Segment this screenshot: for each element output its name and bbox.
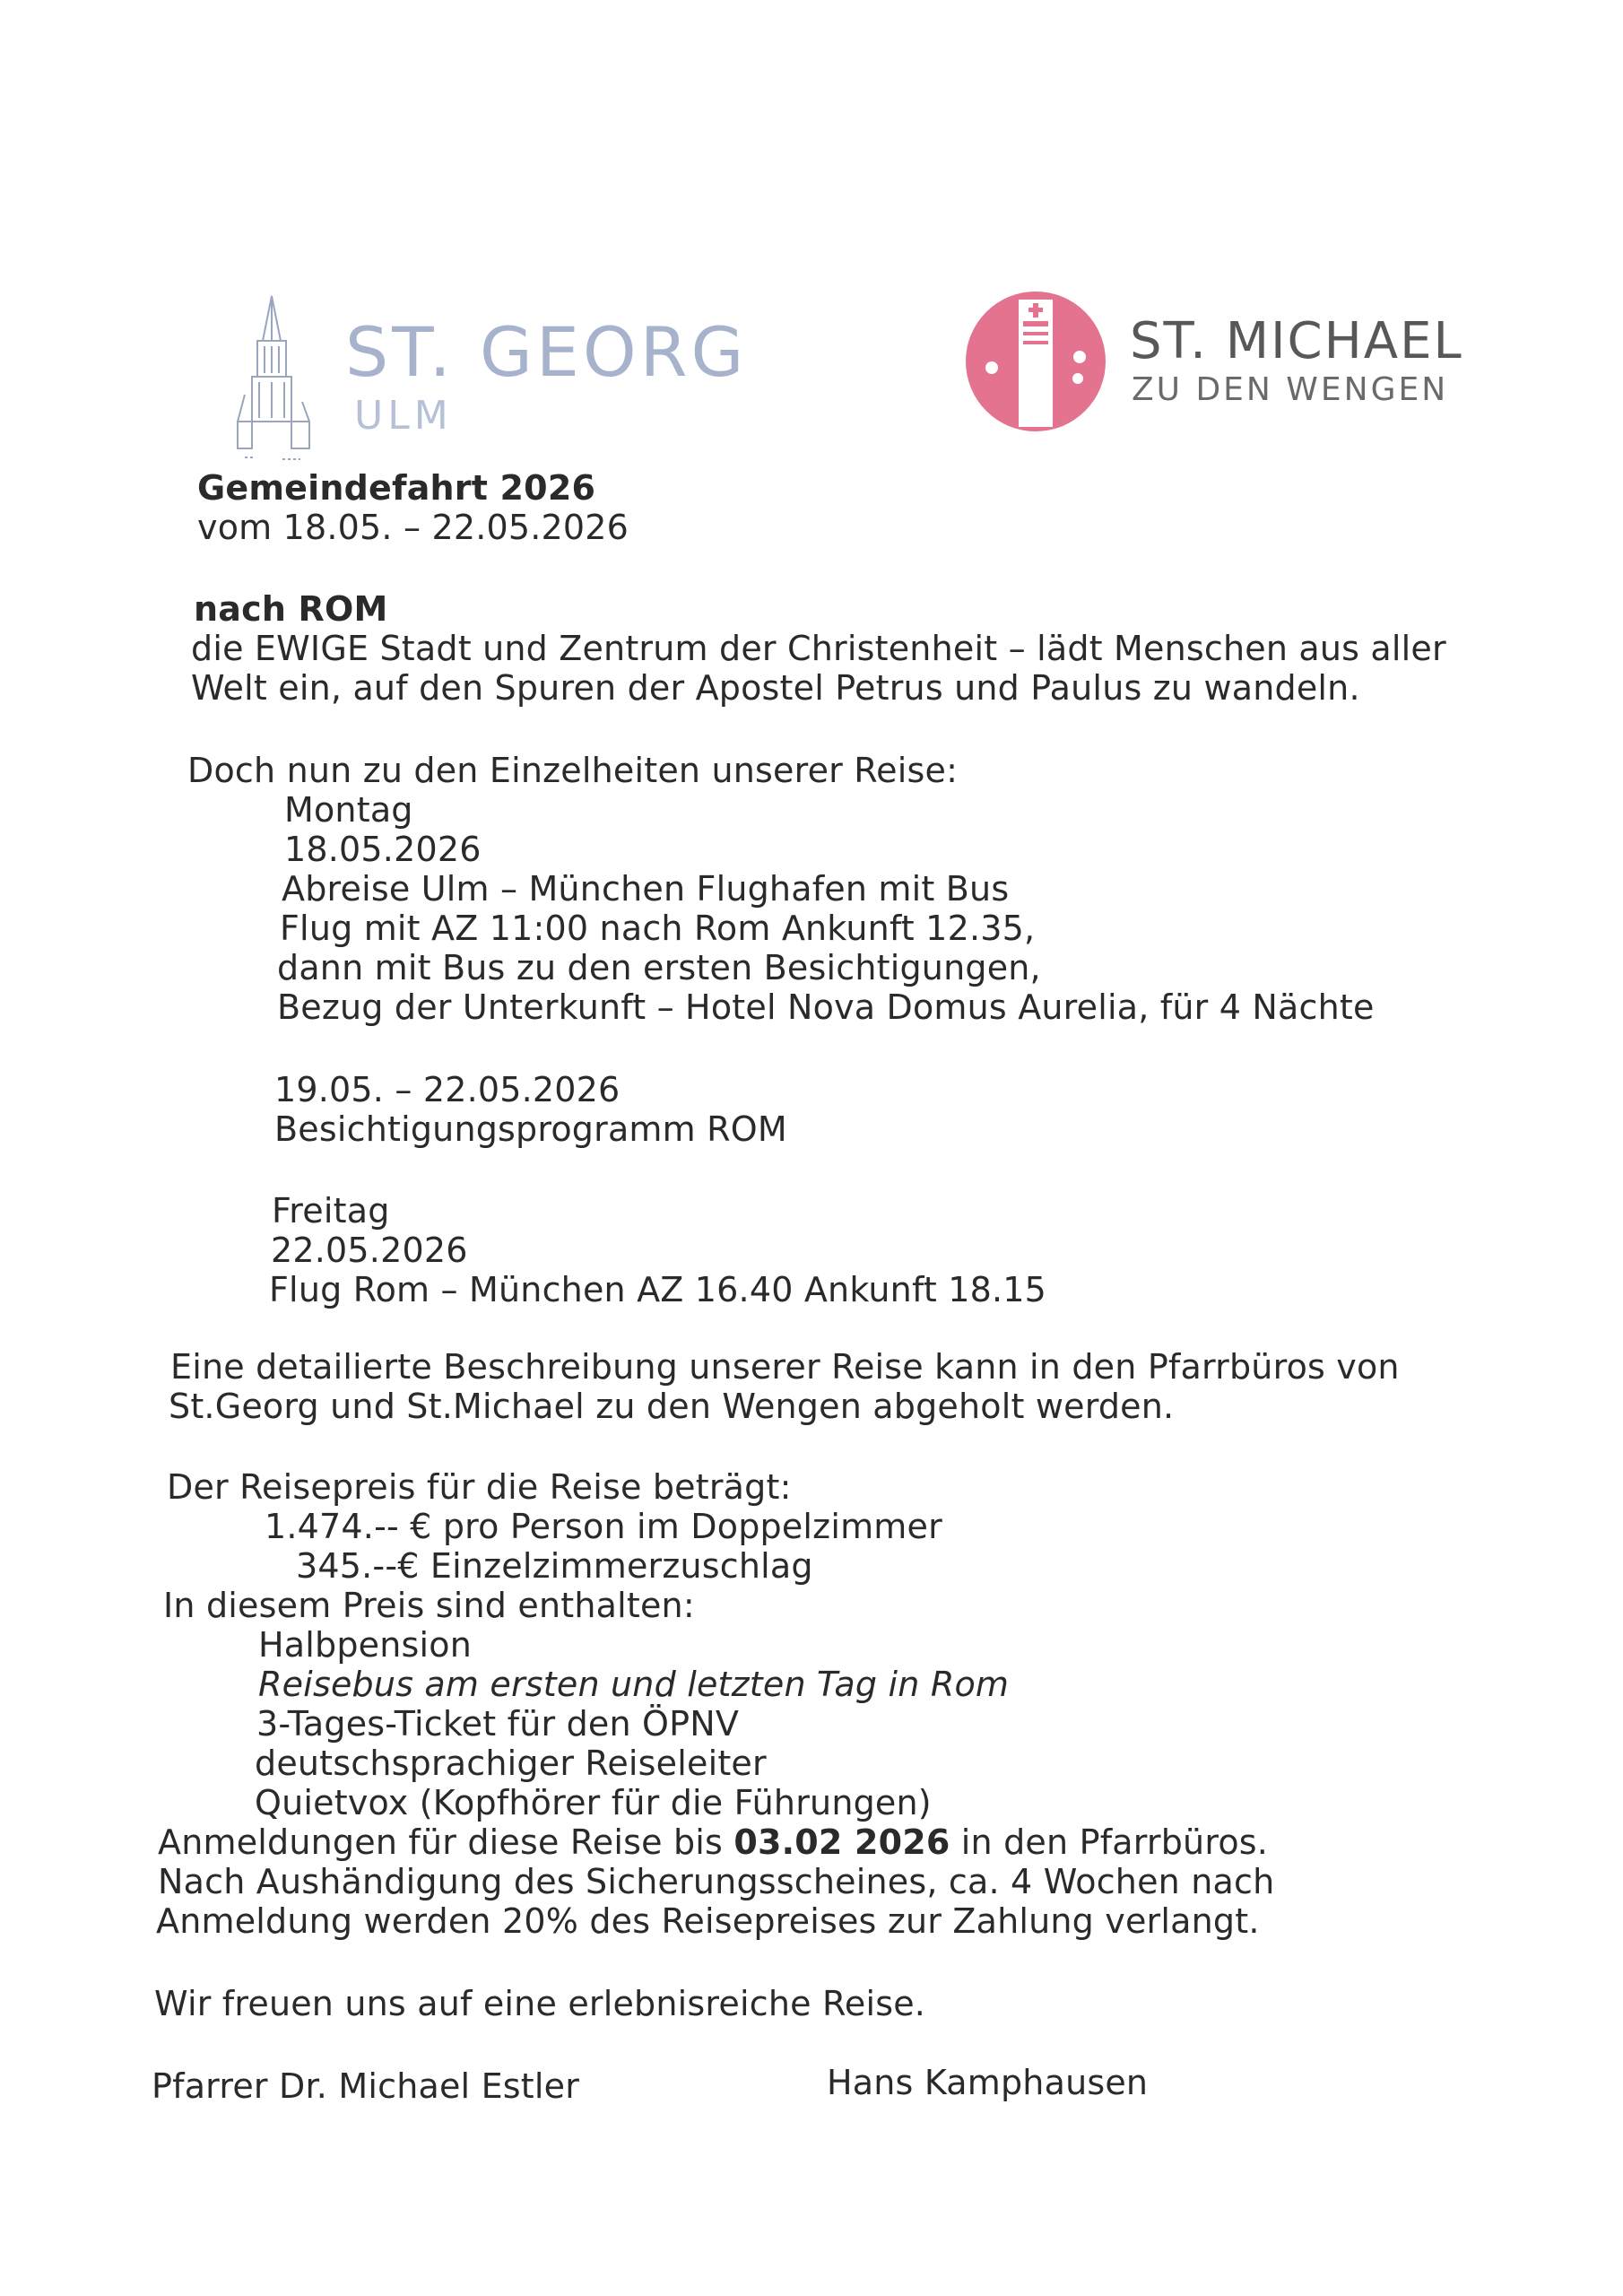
church-tower-icon [229, 287, 336, 466]
lastday-weekday: Freitag [272, 1191, 390, 1231]
registration-line-2: Nach Aushändigung des Sicherungsscheines, ca. 4 Wochen nach [158, 1862, 1275, 1901]
day1-date: 18.05.2026 [284, 830, 482, 869]
included-item: Halbpension [258, 1625, 473, 1665]
day1-weekday: Montag [284, 790, 413, 830]
info-line-2: St.Georg und St.Michael zu den Wengen abgeholt werden. [169, 1387, 1175, 1426]
middle-days-dates: 19.05. – 22.05.2026 [274, 1070, 621, 1109]
day1-line-4: Bezug der Unterkunft – Hotel Nova Domus Aurelia, für 4 Nächte [277, 987, 1375, 1027]
registration-line-3: Anmeldung werden 20% des Reisepreises zur Zahlung verlangt. [156, 1901, 1260, 1941]
price-single-supplement: 345.--€ Einzelzimmerzuschlag [296, 1546, 813, 1586]
st-michael-emblem-icon [959, 285, 1112, 438]
middle-days-text: Besichtigungsprogramm ROM [274, 1109, 787, 1149]
price-double-room: 1.474.-- € pro Person im Doppelzimmer [265, 1507, 942, 1546]
day1-line-3: dann mit Bus zu den ersten Besichtigungen, [277, 948, 1041, 987]
included-lead: In diesem Preis sind enthalten: [163, 1586, 695, 1625]
signature-left: Pfarrer Dr. Michael Estler [152, 2066, 580, 2106]
document-title: Gemeindefahrt 2026 [197, 468, 596, 508]
st-michael-subtitle: ZU DEN WENGEN [1132, 371, 1449, 408]
registration-post: in den Pfarrbüros. [950, 1822, 1269, 1862]
included-item: Quietvox (Kopfhörer für die Führungen) [255, 1783, 932, 1822]
st-michael-name: ST. MICHAEL [1130, 312, 1463, 370]
registration-deadline: 03.02 2026 [733, 1822, 950, 1862]
destination-heading: nach ROM [194, 589, 388, 629]
itinerary-lead: Doch nun zu den Einzelheiten unserer Reise: [187, 751, 959, 790]
signature-right: Hans Kamphausen [827, 2063, 1149, 2102]
included-item: 3-Tages-Ticket für den ÖPNV [256, 1704, 740, 1744]
included-item: deutschsprachiger Reiseleiter [255, 1744, 767, 1783]
st-georg-name: ST. GEORG [345, 312, 748, 392]
st-michael-logo [959, 285, 1462, 447]
info-line-1: Eine detailierte Beschreibung unserer Reise kann in den Pfarrbüros von [170, 1347, 1400, 1387]
included-item: Reisebus am ersten und letzten Tag in Rom [258, 1665, 1010, 1704]
st-georg-city: ULM [354, 393, 453, 439]
intro-line-1: die EWIGE Stadt und Zentrum der Christenheit – lädt Menschen aus aller [191, 629, 1446, 668]
closing-line: Wir freuen uns auf eine erlebnisreiche Reise. [154, 1984, 926, 2023]
trip-dates: vom 18.05. – 22.05.2026 [197, 508, 629, 547]
registration-line-1 [158, 1822, 1268, 1862]
lastday-date: 22.05.2026 [271, 1231, 468, 1270]
lastday-text: Flug Rom – München AZ 16.40 Ankunft 18.15 [269, 1270, 1047, 1309]
price-lead: Der Reisepreis für die Reise beträgt: [167, 1467, 792, 1507]
day1-line-1: Abreise Ulm – München Flughafen mit Bus [282, 869, 1010, 909]
day1-line-2: Flug mit AZ 11:00 nach Rom Ankunft 12.35, [280, 909, 1036, 948]
st-georg-logo [229, 287, 748, 484]
registration-pre: Anmeldungen für diese Reise bis [158, 1822, 734, 1862]
intro-line-2: Welt ein, auf den Spuren der Apostel Petrus und Paulus zu wandeln. [191, 668, 1360, 708]
